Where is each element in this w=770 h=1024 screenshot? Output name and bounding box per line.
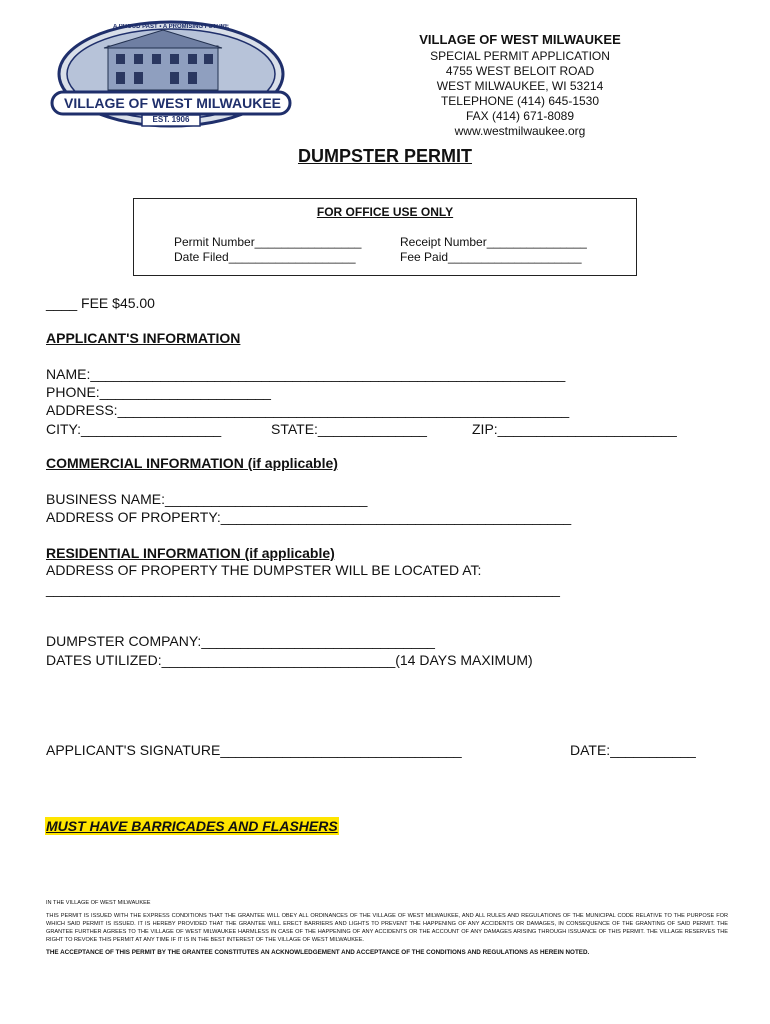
property-address-field[interactable]: ADDRESS OF PROPERTY:_____________________________________________ (46, 509, 572, 525)
logo-arc-text: A PROUD PAST • A PROMISING FUTURE (113, 24, 229, 30)
business-name-field[interactable]: BUSINESS NAME:__________________________ (46, 491, 368, 507)
signature-date-field[interactable]: DATE:___________ (570, 742, 696, 758)
fee-checkbox-line[interactable]: ____ FEE $45.00 (46, 295, 155, 311)
address-line2: WEST MILWAUKEE, WI 53214 (436, 79, 604, 93)
dumpster-location-label: ADDRESS OF PROPERTY THE DUMPSTER WILL BE LOCATED AT: (46, 562, 482, 578)
page-title: DUMPSTER PERMIT (297, 146, 472, 166)
fee-paid-field[interactable]: Fee Paid____________________ (400, 250, 582, 264)
org-name: VILLAGE OF WEST MILWAUKEE (419, 32, 621, 47)
commercial-heading: COMMERCIAL INFORMATION (if applicable) (46, 455, 338, 471)
village-logo (50, 18, 292, 130)
village-seal-graphic (50, 18, 292, 130)
fine-print-body: THIS PERMIT IS ISSUED WITH THE EXPRESS CONDITIONS THAT THE GRANTEE WILL OBEY ALL ORDINANCES OF THE VILLAGE OF WEST MILWAUKEE, AND ALL RULES AND REGULATIONS OF THE MUNICIPAL CODE RELATIVE TO THE PURPOSE FOR WHICH SAID PERMIT IS ISSUED. IT IS HEREBY PROVIDED THAT THE GRANTEE WILL ERECT BARRIERS AND LIGHTS TO PREVENT THE HAPPENING OF ANY ACCIDENTS OR DAMAGES, IN CONSEQUENCE OF THE GRANTING OF SAID PERMIT. THE GRANTEE FURTHER AGREES TO THE VILLAGE OF WEST MILWAUKEE HARMLESS IN CASE OF THE HAPPENING OF ANY ACCIDENTS OR THE ACCOUNT OF ANY DAMAGES ARISING THROUGH ISSUANCE OF THIS PERMIT. THE VILLAGE RESERVES THE RIGHT TO REVOKE THIS PERMIT AT ANY TIME IF IT IS IN THE BEST INTEREST OF THE VILLAGE OF WEST MILWAUKEE. (46, 913, 728, 943)
date-filed-field[interactable]: Date Filed___________________ (174, 250, 356, 264)
applicant-signature-field[interactable]: APPLICANT'S SIGNATURE_______________________________ (46, 742, 462, 758)
residential-heading: RESIDENTIAL INFORMATION (if applicable) (46, 545, 335, 561)
office-use-heading: FOR OFFICE USE ONLY (316, 205, 454, 219)
applicant-heading: APPLICANT'S INFORMATION (46, 330, 241, 346)
permit-number-field[interactable]: Permit Number________________ (174, 235, 362, 249)
phone-field[interactable]: PHONE:______________________ (46, 384, 271, 400)
acceptance-statement: THE ACCEPTANCE OF THIS PERMIT BY THE GRANTEE CONSTITUTES AN ACKNOWLEDGEMENT AND ACCEPTANCE OF THE CONDITIONS AND REGULATIONS AS HEREIN NOTED. (46, 949, 590, 956)
address-line1: 4755 WEST BELOIT ROAD (445, 64, 595, 78)
logo-est-text: EST. 1906 (152, 115, 190, 124)
zip-field[interactable]: ZIP:_______________________ (472, 421, 677, 437)
barricade-warning (45, 818, 339, 836)
barricade-warning-text: MUST HAVE BARRICADES AND FLASHERS (46, 818, 338, 834)
office-use-box (133, 198, 637, 276)
name-field[interactable]: NAME:_____________________________________________________________ (46, 366, 566, 382)
address-field[interactable]: ADDRESS:__________________________________________________________ (46, 402, 570, 418)
subtitle: SPECIAL PERMIT APPLICATION (430, 49, 610, 63)
state-field[interactable]: STATE:______________ (271, 421, 427, 437)
city-field[interactable]: CITY:__________________ (46, 421, 222, 437)
fine-print-heading: IN THE VILLAGE OF WEST MILWAUKEE (46, 900, 151, 906)
dumpster-company-field[interactable]: DUMPSTER COMPANY:______________________________ (46, 633, 435, 649)
fax: FAX (414) 671-8089 (465, 109, 575, 123)
receipt-number-field[interactable]: Receipt Number_______________ (400, 235, 587, 249)
website-link[interactable]: www.westmilwaukee.org (454, 124, 586, 138)
logo-banner-text: VILLAGE OF WEST MILWAUKEE (64, 95, 281, 111)
telephone: TELEPHONE (414) 645-1530 (440, 94, 600, 108)
dumpster-location-field[interactable]: __________________________________________________________________ (46, 581, 560, 597)
dates-utilized-field[interactable]: DATES UTILIZED:______________________________(14 DAYS MAXIMUM) (46, 652, 533, 668)
